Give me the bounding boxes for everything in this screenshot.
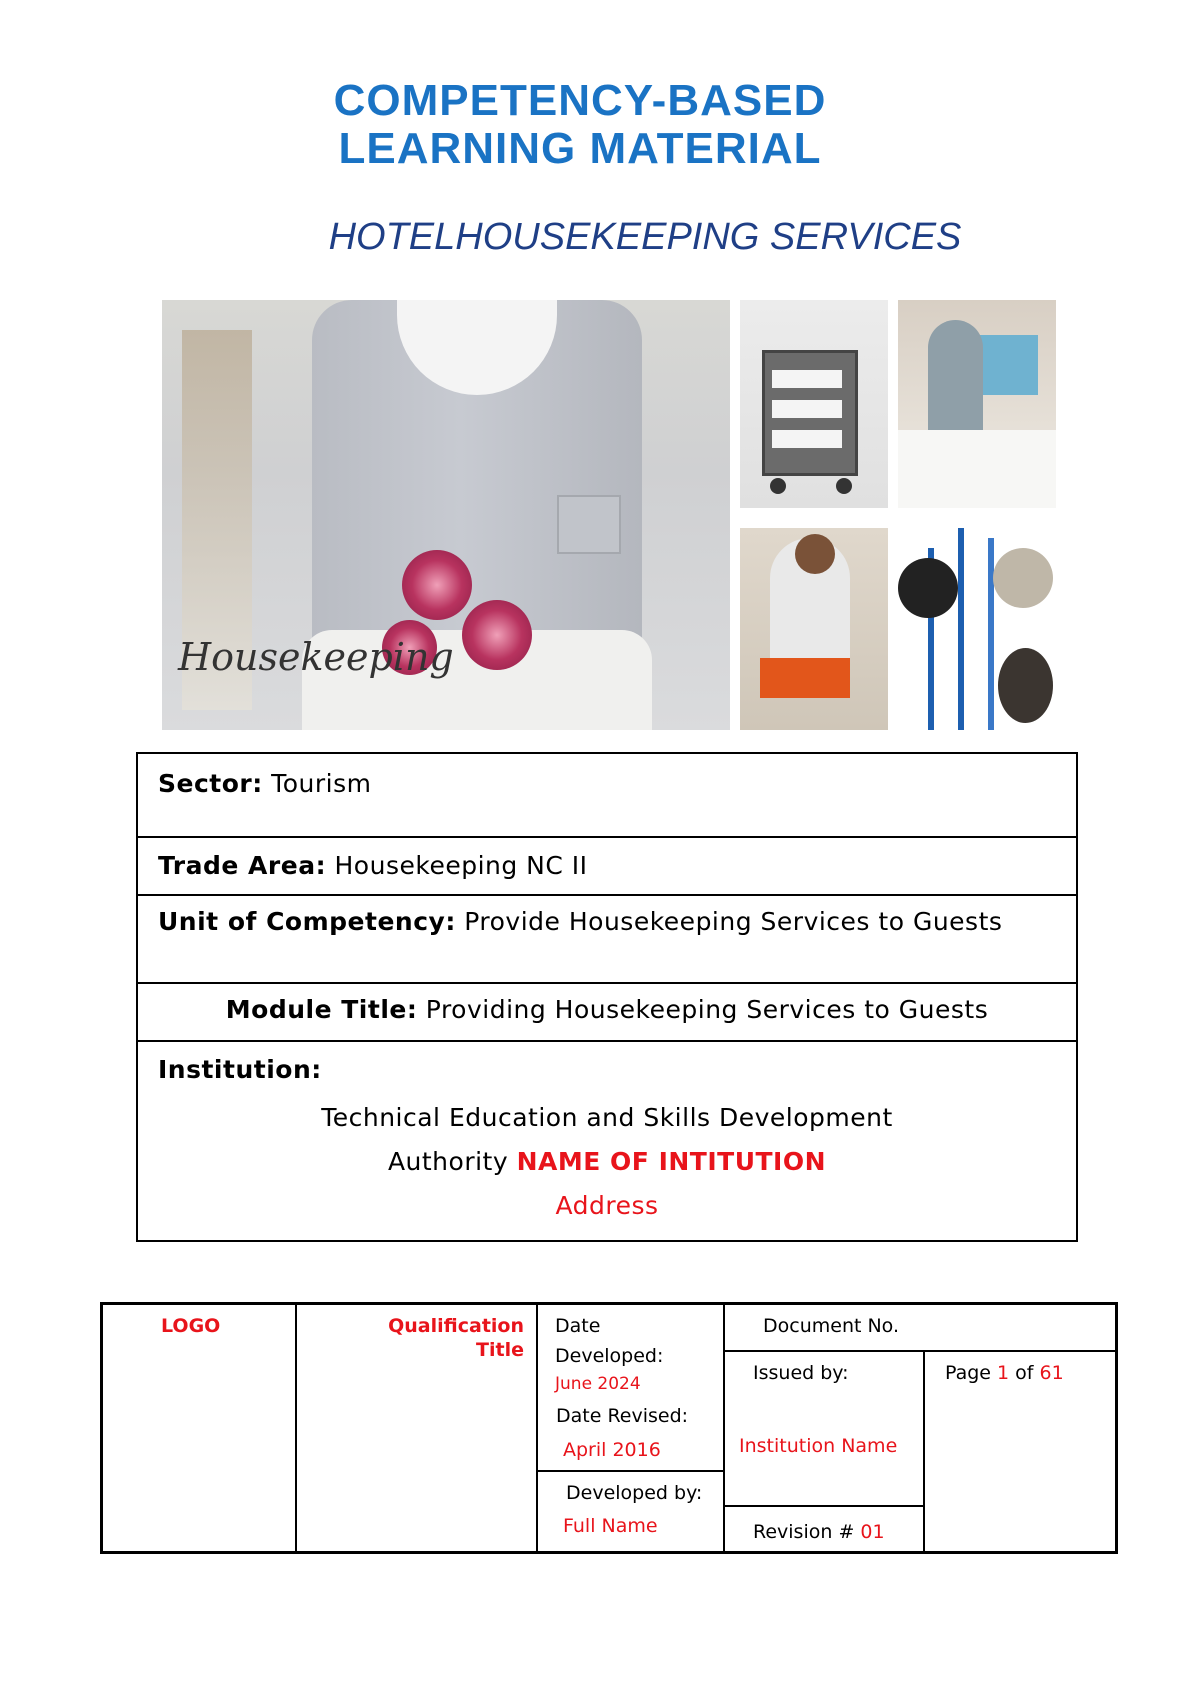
bed-making-photo: [898, 300, 1056, 508]
page-current: 1: [997, 1362, 1010, 1384]
cart-wheel: [770, 478, 786, 494]
document-title-line2: LEARNING MATERIAL: [338, 124, 822, 173]
qualification-title-line2: Title: [476, 1339, 524, 1361]
footer-divider: [536, 1305, 538, 1551]
revision-label: Revision #: [753, 1521, 861, 1543]
grey-duster: [993, 548, 1053, 608]
institution-authority: Authority: [387, 1147, 517, 1176]
module-title-label: Module Title:: [225, 995, 418, 1024]
date-developed-label-2: Developed:: [555, 1345, 664, 1367]
document-no-label: Document No.: [763, 1315, 900, 1337]
date-developed-value: June 2024: [555, 1374, 641, 1394]
page-total: 61: [1039, 1362, 1064, 1384]
sector-value: Tourism: [262, 769, 372, 798]
footer-divider: [295, 1305, 297, 1551]
qualification-title-line1: Qualification: [388, 1315, 524, 1337]
institution-row: [138, 1042, 1076, 1240]
developed-by-label: Developed by:: [566, 1482, 703, 1504]
black-duster: [898, 558, 958, 618]
mop-pole: [988, 538, 994, 730]
module-title-row: [138, 984, 1076, 1042]
issued-by-label: Issued by:: [753, 1362, 849, 1384]
housekeeping-cart-photo: [740, 300, 888, 508]
cart-shelf: [772, 400, 842, 418]
institution-line1: Technical Education and Skills Development: [321, 1103, 893, 1132]
housekeeping-cover-photo: [162, 300, 730, 730]
footer-divider: [923, 1350, 925, 1551]
lily-flower: [462, 600, 532, 670]
page-label: Page: [945, 1362, 998, 1384]
institution-address: Address: [555, 1191, 659, 1220]
institution-name: NAME OF INTITUTION: [516, 1147, 827, 1176]
logo-placeholder: LOGO: [161, 1315, 221, 1337]
housekeeping-script-text: Housekeeping: [178, 635, 454, 679]
document-title-line1: COMPETENCY-BASED: [333, 76, 827, 125]
page-counter: [945, 1360, 1064, 1386]
footer-divider: [723, 1350, 1115, 1352]
bed-sheet: [898, 430, 1056, 508]
footer-divider: [723, 1505, 923, 1507]
date-developed-label-1: Date: [555, 1315, 601, 1337]
cart-shelf: [772, 370, 842, 388]
institution-label: Institution:: [158, 1055, 322, 1084]
date-revised-value: April 2016: [563, 1439, 661, 1461]
page-of: of: [1009, 1362, 1040, 1384]
module-info-table: [136, 752, 1078, 1242]
trade-area-label: Trade Area:: [158, 851, 327, 880]
module-title-value: Providing Housekeeping Services to Guests: [417, 995, 989, 1024]
pocket-shape: [557, 495, 621, 554]
cart-wheel: [836, 478, 852, 494]
institution-line2: [158, 1146, 1056, 1178]
sector-row: [138, 754, 1076, 838]
lily-flower: [402, 550, 472, 620]
trade-area-row: [138, 838, 1076, 896]
trade-area-value: Housekeeping NC II: [326, 851, 588, 880]
orange-towels: [760, 658, 850, 698]
feather-duster: [998, 648, 1053, 723]
maid-with-towels-photo: [740, 528, 888, 730]
mop-pole: [958, 528, 964, 730]
document-control-table: [100, 1302, 1118, 1554]
revision-value: 01: [860, 1521, 885, 1543]
sector-label: Sector:: [158, 769, 263, 798]
date-revised-label: Date Revised:: [556, 1405, 689, 1427]
cart-shelf: [772, 430, 842, 448]
cleaning-tools-photo: [898, 528, 1056, 730]
unit-of-competency-label: Unit of Competency:: [158, 907, 456, 936]
developed-by-value: Full Name: [563, 1515, 658, 1537]
unit-of-competency-value: Provide Housekeeping Services to Guests: [455, 907, 1003, 936]
footer-divider: [723, 1305, 725, 1551]
document-subtitle: HOTELHOUSEKEEPING SERVICES: [328, 216, 962, 258]
footer-divider: [536, 1470, 723, 1472]
issued-by-value: Institution Name: [739, 1435, 898, 1457]
revision-line: [753, 1519, 885, 1545]
unit-of-competency-row: [138, 896, 1076, 984]
housekeeper-head: [795, 534, 835, 574]
